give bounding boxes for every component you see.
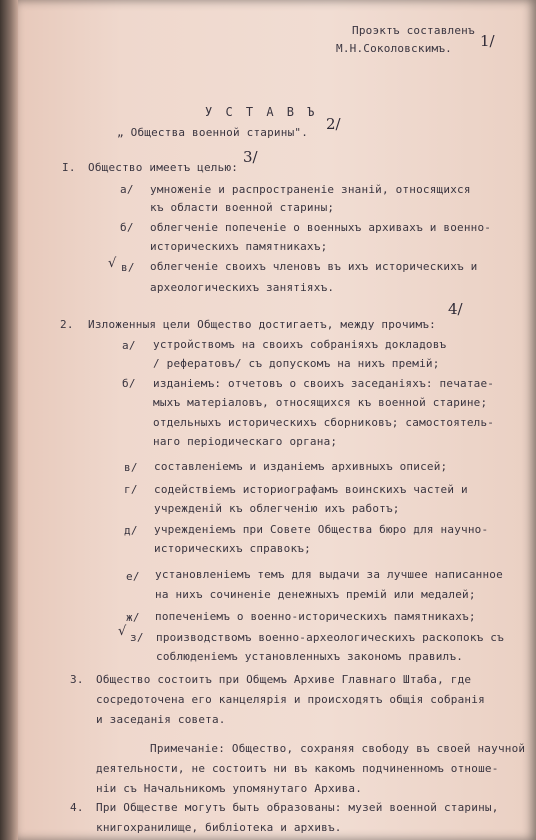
paragraph-line: сосредоточена его канцелярiя и происходятъ общiя собранiя bbox=[96, 693, 485, 706]
section-2-heading: Изложенныя цели Общество достигаетъ, между прочимъ: bbox=[88, 318, 436, 331]
item-line: облегченiе попеченiе о военныхъ архивахъ и военно- bbox=[150, 221, 492, 234]
item-line: / рефератовъ/ съ допускомъ на нихъ премiй; bbox=[153, 357, 440, 370]
item-letter: в/ bbox=[124, 461, 138, 474]
paragraph-line: книгохранилище, библiотека и архивъ. bbox=[96, 821, 342, 834]
subtitle-footnote-marker: 2/ bbox=[326, 115, 341, 133]
item-letter: в/ bbox=[121, 261, 135, 274]
check-mark: √ bbox=[118, 624, 127, 639]
item-line: изданiемъ: отчетовъ о своихъ заседанiяхъ: печатае- bbox=[153, 377, 495, 390]
item-letter: б/ bbox=[120, 221, 134, 234]
item-line: установленiемъ темъ для выдачи за лучшее написанное bbox=[155, 568, 503, 581]
item-line: историческихъ справокъ; bbox=[154, 542, 311, 555]
header-author-line-1: Проэктъ составленъ bbox=[352, 24, 475, 37]
section-1-heading: Общество имеетъ целью: bbox=[88, 161, 239, 174]
item-letter: а/ bbox=[122, 339, 136, 352]
item-line: мыхъ матерiаловъ, относящихся къ военной старине; bbox=[153, 396, 488, 409]
item-line: на нихъ сочиненiе денежныхъ премiй или медалей; bbox=[155, 588, 476, 601]
item-line: учрежденiемъ при Совете Общества бюро для научно- bbox=[154, 523, 489, 536]
item-line: учрежденiй къ облегченiю ихъ работъ; bbox=[154, 502, 400, 515]
item-letter: б/ bbox=[122, 377, 136, 390]
item-line: умноженiе и распространенiе знанiй, относящихся bbox=[150, 183, 471, 196]
section-4-number: 4. bbox=[70, 801, 84, 814]
item-letter: е/ bbox=[126, 570, 140, 583]
item-letter: а/ bbox=[120, 183, 134, 196]
item-line: наго перiодическаго органа; bbox=[153, 435, 338, 448]
item-line: производствомъ военно-археологическихъ раскопокъ съ bbox=[156, 631, 504, 644]
check-mark: √ bbox=[108, 256, 117, 271]
header-author-line-2: М.Н.Соколовскимъ. bbox=[336, 42, 452, 55]
section-1-marker: 3/ bbox=[243, 148, 258, 166]
item-line: соблюденiемъ установленныхъ закономъ правилъ. bbox=[156, 650, 464, 663]
paragraph-line: При Обществе могутъ быть образованы: музей военной старины, bbox=[96, 801, 499, 814]
item-line: устройствомъ на своихъ собранiяхъ докладовъ bbox=[153, 338, 447, 351]
item-line: облегченiе своихъ членовъ въ ихъ историческихъ и bbox=[150, 260, 478, 273]
item-letter: д/ bbox=[124, 524, 138, 537]
section-2-number: 2. bbox=[60, 318, 74, 331]
item-letter: ж/ bbox=[126, 611, 140, 624]
paragraph-line: и заседанiя совета. bbox=[96, 713, 226, 726]
section-1-number: I. bbox=[62, 161, 76, 174]
note-line: нiи съ Начальникомъ упомянутаго Архива. bbox=[96, 782, 363, 795]
section-3-number: 3. bbox=[70, 673, 84, 686]
item-letter: г/ bbox=[124, 483, 138, 496]
binding-edge bbox=[0, 0, 18, 840]
note-line: Примечанiе: Общество, сохраняя свободу въ своей научной bbox=[150, 742, 526, 755]
paragraph-line: Общество состоитъ при Общемъ Архиве Главнаго Штаба, где bbox=[96, 673, 472, 686]
note-line: деятельности, не состоитъ ни въ какомъ подчиненномъ отноше- bbox=[96, 762, 499, 775]
item-line: попеченiемъ о военно-историческихъ памятникахъ; bbox=[155, 610, 476, 623]
item-line: содействiемъ историографамъ воинскихъ частей и bbox=[154, 483, 468, 496]
document-title: У С Т А В Ъ bbox=[205, 105, 318, 119]
item-line: составленiемъ и изданiемъ архивныхъ описей; bbox=[154, 460, 448, 473]
item-line: отдельныхъ историческихъ сборниковъ; самостоятель- bbox=[153, 416, 495, 429]
item-letter: з/ bbox=[130, 631, 144, 644]
section-2-marker: 4/ bbox=[448, 300, 463, 318]
item-line: археологическихъ занятiяхъ. bbox=[150, 281, 335, 294]
item-line: историческихъ памятникахъ; bbox=[150, 240, 328, 253]
page-number-handwritten: 1/ bbox=[480, 32, 495, 50]
item-line: къ области военной старины; bbox=[150, 201, 335, 214]
document-subtitle: „ Общества военной старины". bbox=[117, 126, 309, 139]
